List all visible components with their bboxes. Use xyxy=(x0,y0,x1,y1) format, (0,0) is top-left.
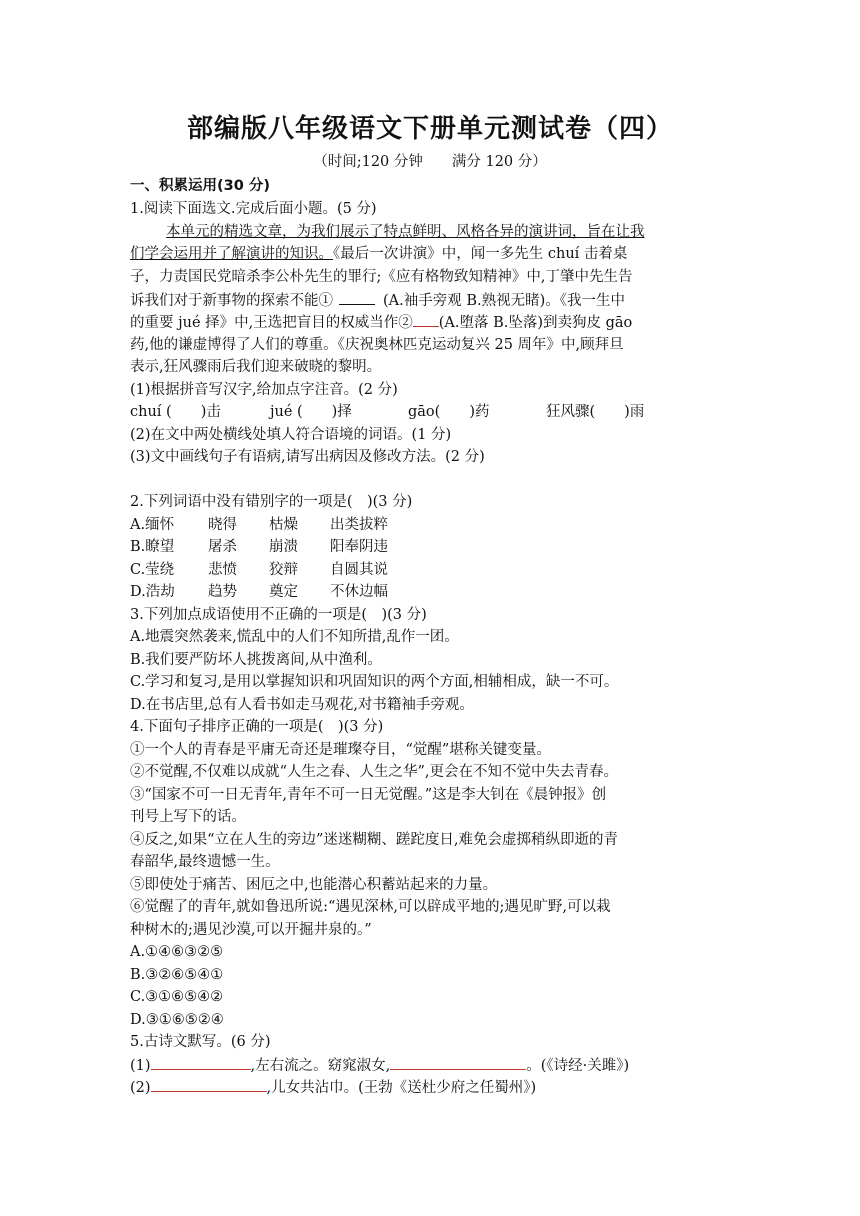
word: D.浩劫 xyxy=(130,584,175,600)
answer-blank[interactable] xyxy=(151,1076,267,1092)
word: B.瞭望 xyxy=(130,539,175,555)
q1-passage-text: (A.堕落 B.坠落)到卖狗皮 gāo xyxy=(438,315,633,331)
poem-text: ,左右流之。窈窕淑女, xyxy=(250,1058,391,1074)
word: 晓得 xyxy=(208,517,237,533)
q4-sentence: ⑤即使处于痛苦、困厄之中,也能潜心积蓄站起来的力量。 xyxy=(130,877,498,893)
q1-underlined-sentence: 们学会运用并了解演讲的知识。 xyxy=(130,246,333,262)
word: 枯燥 xyxy=(269,517,298,533)
q3-option-d: D.在书店里,总有人看书如走马观花,对书籍袖手旁观。 xyxy=(130,697,474,713)
poem-source: 。(《诗经·关雎》) xyxy=(526,1058,630,1074)
q4-sentence: 春韶华,最终遗憾一生。 xyxy=(130,854,280,870)
q4-sentence: 种树木的;遇见沙漠,可以开掘井泉的。” xyxy=(130,922,372,938)
q1-passage-text: 《最后一次讲演》中，闻一多先生 chuí 击着桌 xyxy=(333,246,628,262)
q4-sentence: ①一个人的青春是平庸无奇还是璀璨夺目，“觉醒”堪称关键变量。 xyxy=(130,742,551,758)
q3-option-c: C.学习和复习,是用以掌握知识和巩固知识的两个方面,相辅相成，缺一不可。 xyxy=(130,674,619,690)
q1-passage-text: 的重要 jué 择》中,王选把盲目的权威当作② xyxy=(130,315,413,331)
q1-stem: 1.阅读下面选文.完成后面小题。(5 分) xyxy=(130,201,377,217)
q4-stem: 4.下面句子排序正确的一项是( )(3 分) xyxy=(130,719,384,735)
word: 出类拔粹 xyxy=(330,517,388,533)
word: 奠定 xyxy=(269,584,298,600)
pinyin-item: gāo( )药 xyxy=(408,404,490,420)
word: 阳奉阴违 xyxy=(330,539,388,555)
item-number: (1) xyxy=(130,1058,151,1074)
q4-option-a: A.①④⑥③②⑤ xyxy=(130,944,224,960)
page-title: 部编版八年级语文下册单元测试卷（四） xyxy=(186,114,673,144)
q3-option-b: B.我们要严防坏人挑拨离间,从中渔利。 xyxy=(130,652,382,668)
word: C.莹绕 xyxy=(130,562,175,578)
q4-sentence: ⑥觉醒了的青年,就如鲁迅所说:“遇见深林,可以辟成平地的;遇见旷野,可以栽 xyxy=(130,899,611,915)
pinyin-item: jué ( )择 xyxy=(270,404,352,420)
q1-sub1: (1)根据拼音写汉字,给加点字注音。(2 分) xyxy=(130,382,398,398)
q1-passage-line: 子，力责国民党暗杀李公朴先生的罪行;《应有格物致知精神》中,丁肇中先生告 xyxy=(130,269,633,285)
q4-sentence: ③“国家不可一日无青年,青年不可一日无觉醒。”这是李大钊在《晨钟报》创 xyxy=(130,787,607,803)
poem-text: ,儿女共沾巾。(王勃《送杜少府之任蜀州》) xyxy=(266,1080,537,1096)
q5-item xyxy=(130,1054,629,1077)
q5-stem: 5.古诗文默写。(6 分) xyxy=(130,1034,271,1050)
word: 崩溃 xyxy=(269,539,298,555)
q1-passage-line: 表示,狂风骤雨后我们迎来破晓的黎明。 xyxy=(130,359,382,375)
q1-passage-text: 诉我们对于新事物的探索不能① xyxy=(130,293,333,309)
item-number: (2) xyxy=(130,1080,151,1096)
pinyin-item: 狂风骤( )雨 xyxy=(546,404,645,420)
q1-passage-line: 本单元的精选文章，为我们展示了特点鲜明、风格各异的演讲词，旨在让我 xyxy=(166,224,645,240)
q3-stem: 3.下列加点成语使用不正确的一项是( )(3 分) xyxy=(130,607,427,623)
word: 自圆其说 xyxy=(330,562,388,578)
q4-sentence: ④反之,如果“立在人生的旁边”迷迷糊糊、蹉跎度日,难免会虚掷稍纵即逝的青 xyxy=(130,832,619,848)
q1-sub2: (2)在文中两处横线处填人符合语境的词语。(1 分) xyxy=(130,427,452,443)
exam-info: （时间;120 分钟 满分 120 分） xyxy=(313,154,547,170)
answer-blank[interactable] xyxy=(151,1054,251,1070)
q5-item xyxy=(130,1076,536,1099)
answer-blank[interactable] xyxy=(390,1054,526,1070)
q1-passage-line xyxy=(130,289,625,312)
q1-passage-line xyxy=(130,311,632,334)
pinyin-item: chuí ( )击 xyxy=(130,404,221,420)
word: 悲愤 xyxy=(208,562,237,578)
q3-option-a: A.地震突然袭来,慌乱中的人们不知所措,乱作一团。 xyxy=(130,629,459,645)
q4-sentence: ②不觉醒,不仅难以成就“人生之春、人生之华”,更会在不知不觉中失去青春。 xyxy=(130,764,619,780)
word: 狡辩 xyxy=(269,562,298,578)
section-heading: 一、积累运用(30 分) xyxy=(130,178,270,194)
word: 趋势 xyxy=(208,584,237,600)
q1-passage-text: (A.袖手旁观 B.熟视无睹)。《我一生中 xyxy=(383,293,626,309)
answer-blank[interactable] xyxy=(339,289,375,305)
q4-sentence: 刊号上写下的话。 xyxy=(130,809,246,825)
q4-option-c: C.③①⑥⑤④② xyxy=(130,989,224,1005)
answer-blank[interactable] xyxy=(413,311,439,327)
word: 屠杀 xyxy=(208,539,237,555)
q1-passage-line: 药,他的谦虚博得了人们的尊重。《庆祝奥林匹克运动复兴 25 周年》中,顾拜旦 xyxy=(130,337,624,353)
q2-stem: 2.下列词语中没有错别字的一项是( )(3 分) xyxy=(130,494,413,510)
q1-passage-line xyxy=(130,243,627,265)
q1-sub3: (3)文中画线句子有语病,请写出病因及修改方法。(2 分) xyxy=(130,449,485,465)
word: A.缅怀 xyxy=(130,517,175,533)
word: 不休边幅 xyxy=(330,584,388,600)
q4-option-b: B.③②⑥⑤④① xyxy=(130,967,224,983)
q4-option-d: D.③①⑥⑤②④ xyxy=(130,1012,224,1028)
